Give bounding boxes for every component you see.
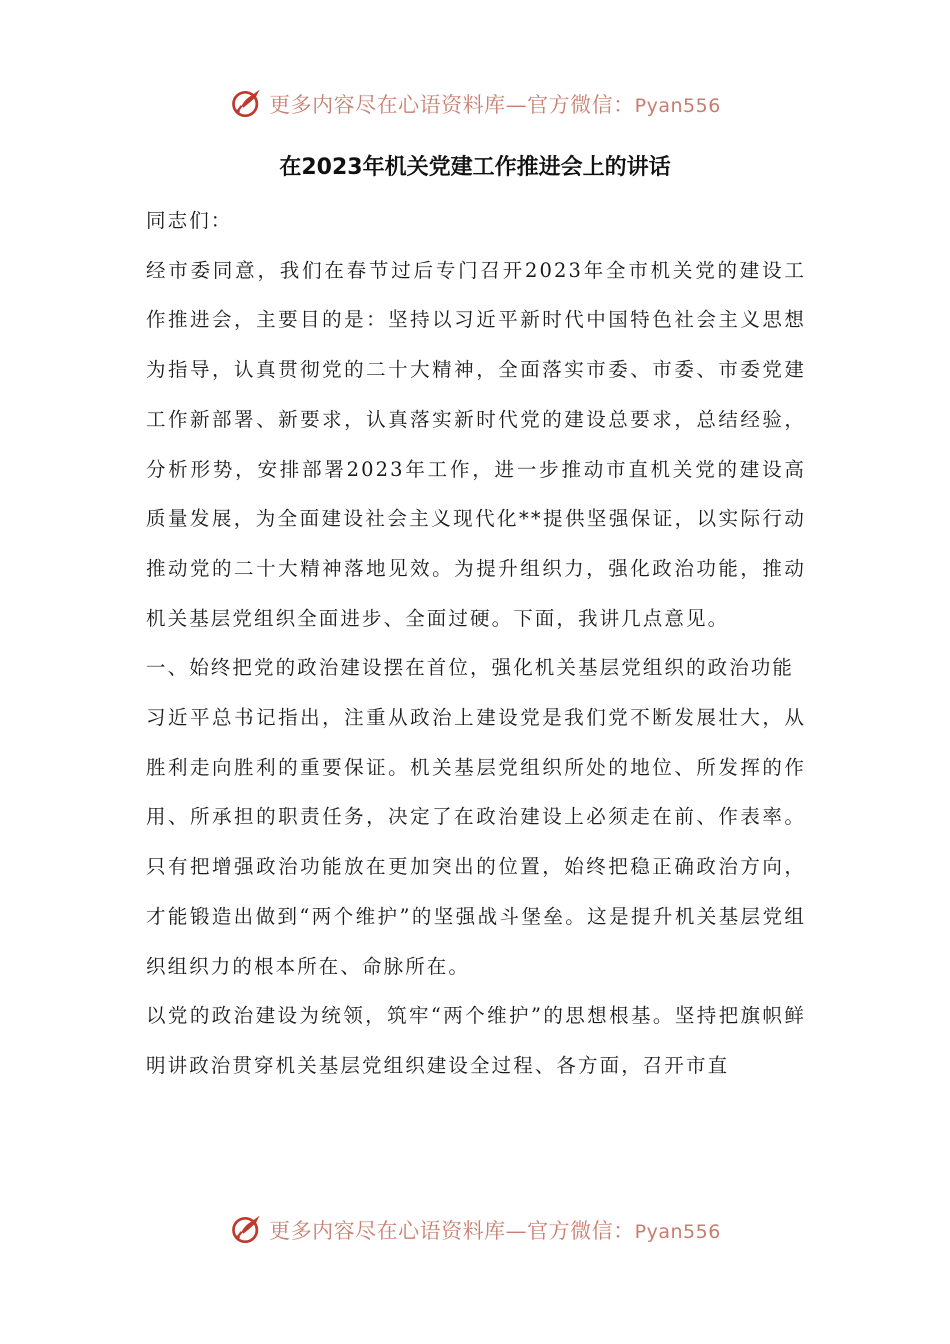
watermark-text: 更多内容尽在心语资料库—官方微信：Pyan556 — [269, 93, 721, 117]
body-paragraph: 习近平总书记指出，注重从政治上建设党是我们党不断发展壮大，从胜利走向胜利的重要保证。机关基层党组织所处的地位、所发挥的作用、所承担的职责任务，决定了在政治建设上必须走在前、作表率。只有把增强政治功能放在更加突出的位置，始终把稳正确政治方向，才能锻造出做到“两个维护”的坚强战斗堡垒。这是提升机关基层党组织组织力的根本所在、命脉所在。 — [146, 706, 806, 978]
watermark-header — [0, 82, 950, 126]
watermark-text: 更多内容尽在心语资料库—官方微信：Pyan556 — [269, 1219, 721, 1243]
document-title: 在2023年机关党建工作推进会上的讲话 — [279, 155, 671, 180]
section-heading-1: 一、始终把党的政治建设摆在首位，强化机关基层党组织的政治功能 — [146, 656, 795, 680]
pen-logo-icon — [229, 86, 265, 122]
watermark-footer — [0, 1208, 950, 1252]
pen-logo-icon — [229, 1212, 265, 1248]
body-paragraph: 以党的政治建设为统领，筑牢“两个维护”的思想根基。坚持把旗帜鲜明讲政治贯穿机关基层党组织建设全过程、各方面，召开市直 — [146, 1004, 806, 1077]
greeting-paragraph: 同志们： — [146, 209, 233, 232]
intro-paragraph: 经市委同意，我们在春节过后专门召开2023年全市机关党的建设工作推进会，主要目的是：坚持以习近平新时代中国特色社会主义思想为指导，认真贯彻党的二十大精神，全面落实市委、市委、市委党建工作新部署、新要求，认真落实新时代党的建设总要求，总结经验，分析形势，安排部署2023年工作，进一步推动市直机关党的建设高质量发展，为全面建设社会主义现代化**提供坚强保证，以实际行动推动党的二十大精神落地见效。为提升组织力，强化政治功能，推动机关基层党组织全面进步、全面过硬。下面，我讲几点意见。 — [146, 258, 806, 630]
document-body — [146, 196, 806, 1091]
